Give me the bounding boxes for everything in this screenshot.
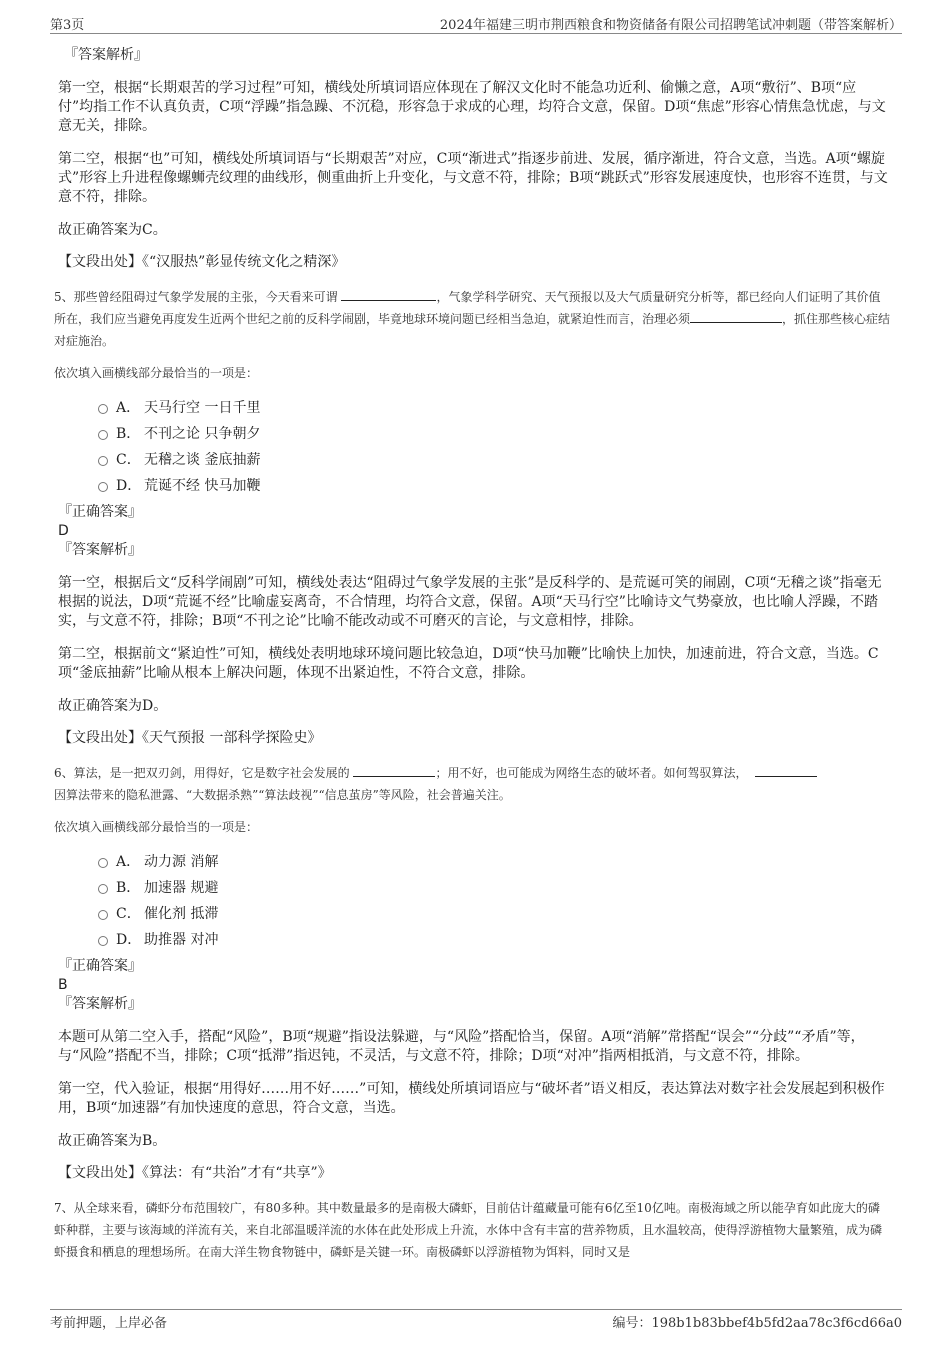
fill-blank xyxy=(353,764,435,777)
source-citation: 【文段出处】《算法：有“共治”才有“共享”》 xyxy=(58,1165,332,1181)
page-header xyxy=(50,14,902,34)
conclusion: 故正确答案为D。 xyxy=(58,698,168,714)
page-content xyxy=(56,46,891,1263)
options-list xyxy=(56,849,891,953)
question-instruction: 依次填入画横线部分最恰当的一项是： xyxy=(54,366,259,380)
document-code: 编号：198b1b83bbef4b5fd2aa78c3f6cd66a0 xyxy=(612,1316,902,1331)
analysis-paragraph: 本题可从第二空入手，搭配“风险”，B项“规避”指设法躲避，与“风险”搭配恰当，保留。A项“消解”常搭配“误会”“分歧”“矛盾”等，与“风险”搭配不当，排除；C项“抵滞”指迟钝，不灵活，与文意不符，排除；D项“对冲”指两相抵消，与文意不符，排除。 xyxy=(58,1029,865,1064)
analysis-paragraph: 第二空，根据“也”可知，横线处所填词语与“长期艰苦”对应，C项“渐进式”指逐步前进、发展，循序渐进，符合文意，当选。A项“螺旋式”形容上升进程像螺蛳壳纹理的曲线形，侧重曲折上升变化，与文意不符，排除；B项“跳跃式”形容发展速度快，也形容不连贯，与文意不符，排除。 xyxy=(58,151,888,205)
page-number: 第3页 xyxy=(50,18,85,33)
analysis-label: 『答案解析』 xyxy=(58,542,142,558)
question-5-text: 5、那些曾经阻碍过气象学发展的主张，今天看来可谓 ，气象学科学研究、天气预报以及大气质量研究分析等，都已经向人们证明了其价值所在，我们应当避免再度发生近两个世纪之前的反科学闹剧，毕竟地球环境问题已经相当急迫，就紧迫性而言，治理必须 ，抓住那些核心症结对症施治。 xyxy=(54,290,891,348)
question-6-text: 6、算法，是一把双刃剑，用得好，它是数字社会发展的 ；用不好，也可能成为网络生态的破坏者。如何驾驭算法， 因算法带来的隐私泄露、“大数据杀熟”“算法歧视”“信息茧房”等风险，社会普遍关注。 xyxy=(54,762,891,806)
correct-answer: D xyxy=(58,523,69,539)
radio-button[interactable] xyxy=(98,884,108,894)
header-divider xyxy=(50,33,902,34)
radio-button[interactable] xyxy=(98,456,108,466)
question-7-text: 7、从全球来看，磷虾分布范围较广，有80多种。其中数量最多的是南极大磷虾，目前估计蕴藏量可能有6亿至10亿吨。南极海域之所以能孕育如此庞大的磷虾种群，主要与该海域的洋流有关，来自北部温暖洋流的水体在此处形成上升流，水体中含有丰富的营养物质，且水温较高，使得浮游植物大量繁殖，成为磷虾摄食和栖息的理想场所。在南大洋生物食物链中，磷虾是关键一环。南极磷虾以浮游植物为饵料，同时又是 xyxy=(54,1201,883,1259)
option-b[interactable]: B． 不刊之论 只争朝夕 xyxy=(56,421,891,447)
radio-button[interactable] xyxy=(98,936,108,946)
document-title: 2024年福建三明市荆西粮食和物资储备有限公司招聘笔试冲刺题（带答案解析） xyxy=(439,18,902,33)
options-list xyxy=(56,395,891,499)
radio-button[interactable] xyxy=(98,404,108,414)
analysis-label: 『答案解析』 xyxy=(58,996,142,1012)
option-d[interactable]: D． 助推器 对冲 xyxy=(56,927,891,953)
option-a[interactable]: A． 动力源 消解 xyxy=(56,849,891,875)
option-c[interactable]: C． 无稽之谈 釜底抽薪 xyxy=(56,447,891,473)
option-c[interactable]: C． 催化剂 抵滞 xyxy=(56,901,891,927)
radio-button[interactable] xyxy=(98,858,108,868)
analysis-paragraph: 第一空，根据后文“反科学闹剧”可知，横线处表达“阻碍过气象学发展的主张”是反科学的、是荒诞可笑的闹剧，C项“无稽之谈”指毫无根据的说法，D项“荒诞不经”比喻虚妄离奇，不合情理，均符合文意，保留。A项“天马行空”比喻诗文气势豪放，也比喻人浮躁，不踏实，与文意不符，排除；B项“不刊之论”比喻不能改动或不可磨灭的言论，与文意相悖，排除。 xyxy=(58,575,882,629)
conclusion: 故正确答案为B。 xyxy=(58,1133,167,1149)
radio-button[interactable] xyxy=(98,482,108,492)
option-d[interactable]: D． 荒诞不经 快马加鞭 xyxy=(56,473,891,499)
question-instruction: 依次填入画横线部分最恰当的一项是： xyxy=(54,820,259,834)
analysis-label: 『答案解析』 xyxy=(64,47,148,63)
fill-blank xyxy=(341,288,436,301)
radio-button[interactable] xyxy=(98,910,108,920)
footer-divider xyxy=(50,1309,902,1310)
source-citation: 【文段出处】《天气预报 一部科学探险史》 xyxy=(58,730,322,746)
correct-answer-label: 『正确答案』 xyxy=(58,504,142,520)
correct-answer: B xyxy=(58,977,68,993)
option-a[interactable]: A． 天马行空 一日千里 xyxy=(56,395,891,421)
correct-answer-label: 『正确答案』 xyxy=(58,958,142,974)
source-citation: 【文段出处】《“汉服热”彰显传统文化之精深》 xyxy=(58,254,346,270)
fill-blank xyxy=(755,764,817,777)
analysis-paragraph: 第二空，根据前文“紧迫性”可知，横线处表明地球环境问题比较急迫，D项“快马加鞭”比喻快上加快，加速前进，符合文意，当选。C项“釜底抽薪”比喻从根本上解决问题，体现不出紧迫性，不符合文意，排除。 xyxy=(58,646,879,681)
analysis-paragraph: 第一空，代入验证，根据“用得好……用不好……”可知，横线处所填词语应与“破坏者”语义相反，表达算法对数字社会发展起到积极作用，B项“加速器”有加快速度的意思，符合文意，当选。 xyxy=(58,1081,885,1116)
conclusion: 故正确答案为C。 xyxy=(58,222,167,238)
analysis-paragraph: 第一空，根据“长期艰苦的学习过程”可知，横线处所填词语应体现在了解汉文化时不能急功近利、偷懒之意，A项“敷衍”、B项“应付”均指工作不认真负责，C项“浮躁”指急躁、不沉稳，形容急于求成的心理，均符合文意，保留。D项“焦虑”形容心情焦急忧虑，与文意无关，排除。 xyxy=(58,80,886,134)
footer-slogan: 考前押题，上岸必备 xyxy=(50,1316,168,1331)
radio-button[interactable] xyxy=(98,430,108,440)
option-b[interactable]: B． 加速器 规避 xyxy=(56,875,891,901)
fill-blank xyxy=(690,310,782,323)
